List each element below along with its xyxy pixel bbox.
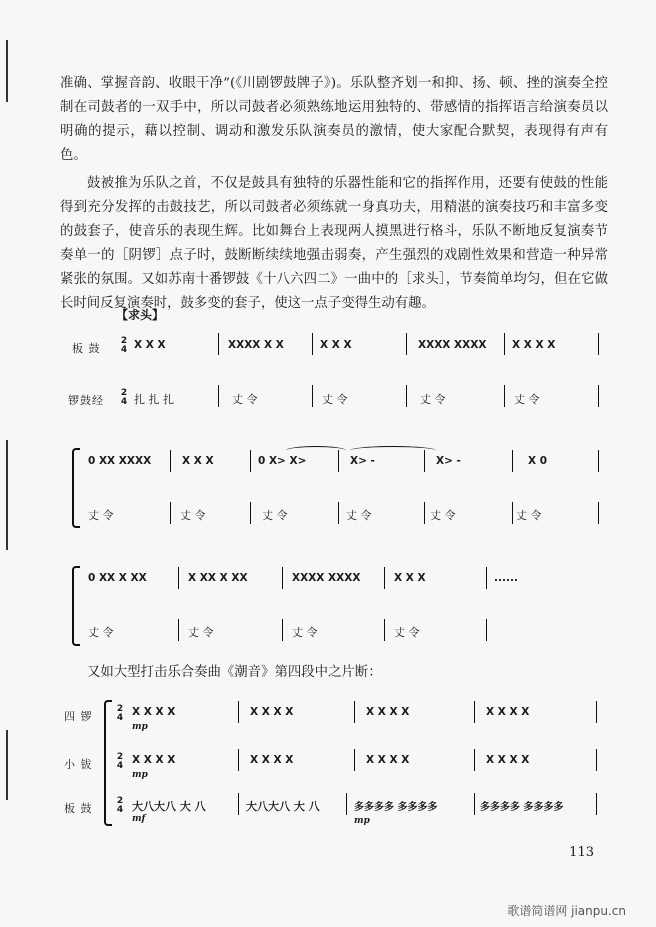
barline xyxy=(486,567,487,589)
barline xyxy=(338,502,339,524)
score1-s2-r1-m2: X X X xyxy=(182,455,214,467)
site-watermark: 歌谱简谱网 jianpu.cn xyxy=(507,904,626,918)
score2-label-3: 板 鼓 xyxy=(64,802,93,815)
dynamic-mp: mp xyxy=(132,722,148,732)
barline xyxy=(282,619,283,641)
score1-s3-r2-m2: 丈 令 xyxy=(188,626,214,639)
score1-r1-m4: XXXX XXXX xyxy=(418,339,487,351)
system-brace xyxy=(72,448,80,528)
barline xyxy=(598,502,599,524)
score1-row1-label: 板 鼓 xyxy=(72,342,101,355)
barline xyxy=(250,450,251,472)
score1-r2-m4: 丈 令 xyxy=(420,393,446,406)
barline xyxy=(238,701,239,723)
time-signature: 2 4 xyxy=(116,752,124,771)
score2-r1-m1: X X X X xyxy=(132,706,176,718)
score1-s2-r1-m6: X 0 xyxy=(528,455,548,467)
barline xyxy=(312,385,313,407)
score1-s2-r1-m4: X> - xyxy=(350,455,375,467)
score1-s3-r1-m1: 0 XX X XX xyxy=(88,572,147,584)
barline xyxy=(312,333,313,355)
barline xyxy=(170,502,171,524)
score2-r2-m1: X X X X xyxy=(132,754,176,766)
barline xyxy=(354,749,355,771)
barline xyxy=(504,333,505,355)
score1-s2-r1-m5: X> - xyxy=(436,455,461,467)
score1-r1-m2: XXXX X X xyxy=(228,339,284,351)
barline xyxy=(598,333,599,355)
barline xyxy=(512,502,513,524)
barline xyxy=(282,567,283,589)
score2-r2-m2: X X X X xyxy=(250,754,294,766)
barline xyxy=(218,385,219,407)
barline xyxy=(406,385,407,407)
barline xyxy=(238,793,239,815)
score1-s3-r1-m3: XXXX XXXX xyxy=(292,572,361,584)
score1-r1-m1: X X X xyxy=(134,339,166,351)
barline xyxy=(346,793,347,815)
paragraph-2: 鼓被推为乐队之首，不仅是鼓具有独特的乐器性能和它的指挥作用，还要有使鼓的性能得到充分发挥的击鼓技艺，所以司鼓者必须练就一身真功夫，用精湛的演奏技巧和丰富多变的鼓套子，使音乐的表现生辉。比如舞台上表现两人摸黑进行格斗，乐队不断地反复演奏节奏单一的［阴锣］点子时，鼓断断续续地强击弱奏，产生强烈的戏剧性效果和营造一种异常紧张的氛围。又如苏南十番锣鼓《十八六四二》一曲中的［求头］，节奏简单均匀，但在它做长时间反复演奏时，鼓多变的套子，使这一点子变得生动有趣。 xyxy=(60,176,608,311)
score1-r2-m2: 丈 令 xyxy=(232,393,258,406)
barline xyxy=(338,450,339,472)
barline xyxy=(512,450,513,472)
score1-s3-r1-m2: X XX X XX xyxy=(188,572,248,584)
page-number: 113 xyxy=(569,845,594,860)
score1-s2-r2-m6: 丈 令 xyxy=(516,509,542,522)
barline xyxy=(250,502,251,524)
score1-s3-r1-m5: ...... xyxy=(494,572,518,584)
score2-label-2: 小 钹 xyxy=(64,758,93,771)
dynamic-mp: mp xyxy=(354,816,370,826)
score1-s3-r1-m4: X X X xyxy=(394,572,426,584)
system-brace xyxy=(104,700,112,826)
barline xyxy=(238,749,239,771)
barline xyxy=(384,619,385,641)
score1-s2-r2-m5: 丈 令 xyxy=(430,509,456,522)
dynamic-mf: mf xyxy=(132,814,146,824)
barline xyxy=(474,793,475,815)
barline xyxy=(424,450,425,472)
score1-r2-m1: 扎 扎 扎 xyxy=(134,393,174,406)
score1-r2-m5: 丈 令 xyxy=(514,393,540,406)
score1-s2-r2-m2: 丈 令 xyxy=(180,509,206,522)
score2-r1-m2: X X X X xyxy=(250,706,294,718)
left-edge-mark xyxy=(6,730,8,800)
score1-s3-r2-m3: 丈 令 xyxy=(292,626,318,639)
score2-label-1: 四 锣 xyxy=(64,710,93,723)
score1-heading: 【求头】 xyxy=(116,308,165,322)
score2-r2-m4: X X X X xyxy=(486,754,530,766)
time-signature: 2 4 xyxy=(120,388,128,407)
score1-s2-r2-m3: 丈 令 xyxy=(262,509,288,522)
score1-s2-r2-m1: 丈 令 xyxy=(88,509,114,522)
dynamic-mp: mp xyxy=(132,770,148,780)
score2-r3-m2: 大八大八 大 八 xyxy=(246,800,320,813)
barline xyxy=(406,333,407,355)
left-edge-mark xyxy=(6,440,8,550)
score1-s3-r2-m1: 丈 令 xyxy=(88,626,114,639)
time-signature: 2 4 xyxy=(116,796,124,815)
barline xyxy=(170,450,171,472)
body-text xyxy=(60,72,608,316)
score1-row2-label: 锣鼓经 xyxy=(68,394,104,407)
barline xyxy=(424,502,425,524)
score1-s2-r1-m3: 0 X> X> xyxy=(258,455,307,467)
score2-r1-m4: X X X X xyxy=(486,706,530,718)
barline xyxy=(504,385,505,407)
score1-r1-m5: X X X X xyxy=(512,339,556,351)
barline xyxy=(384,567,385,589)
score2-r3-m1: 大八大八 大 八 xyxy=(132,800,206,813)
intro-paragraph: 又如大型打击乐合奏曲《潮音》第四段中之片断： xyxy=(87,665,382,680)
barline xyxy=(486,619,487,641)
barline xyxy=(218,333,219,355)
score2-r3-m3: 多多多多 多多多多 xyxy=(354,802,438,813)
barline xyxy=(596,793,597,815)
system-brace xyxy=(72,566,80,646)
score2-r1-m3: X X X X xyxy=(366,706,410,718)
barline xyxy=(474,749,475,771)
time-signature: 2 4 xyxy=(116,704,124,723)
time-signature: 2 4 xyxy=(120,336,128,355)
barline xyxy=(596,749,597,771)
tie-arc xyxy=(286,446,346,455)
score1-s2-r1-m1: 0 XX XXXX xyxy=(88,455,152,467)
barline xyxy=(178,567,179,589)
score1-r2-m3: 丈 令 xyxy=(322,393,348,406)
barline xyxy=(474,701,475,723)
barline xyxy=(354,701,355,723)
score1-s2-r2-m4: 丈 令 xyxy=(346,509,372,522)
score2-r3-m4: 多多多多 多多多多 xyxy=(480,802,564,813)
score1-s3-r2-m4: 丈 令 xyxy=(394,626,420,639)
barline xyxy=(178,619,179,641)
score1-r1-m3: X X X xyxy=(320,339,352,351)
intro-text-2 xyxy=(60,661,608,685)
left-edge-mark xyxy=(6,40,8,102)
barline xyxy=(596,701,597,723)
barline xyxy=(598,385,599,407)
paragraph-1: 准确、掌握音韵、收眼干净”(《川剧锣鼓牌子》)。乐队整齐划一和抑、扬、顿、挫的演奏全控制在司鼓者的一双手中，所以司鼓者必须熟练地运用独特的、带感情的指挥语言给演奏员以明确的提示，藉以控制、调动和激发乐队演奏员的激情，使大家配合默契，表现得有声有色。 xyxy=(60,76,608,163)
barline xyxy=(598,450,599,472)
score2-r2-m3: X X X X xyxy=(366,754,410,766)
